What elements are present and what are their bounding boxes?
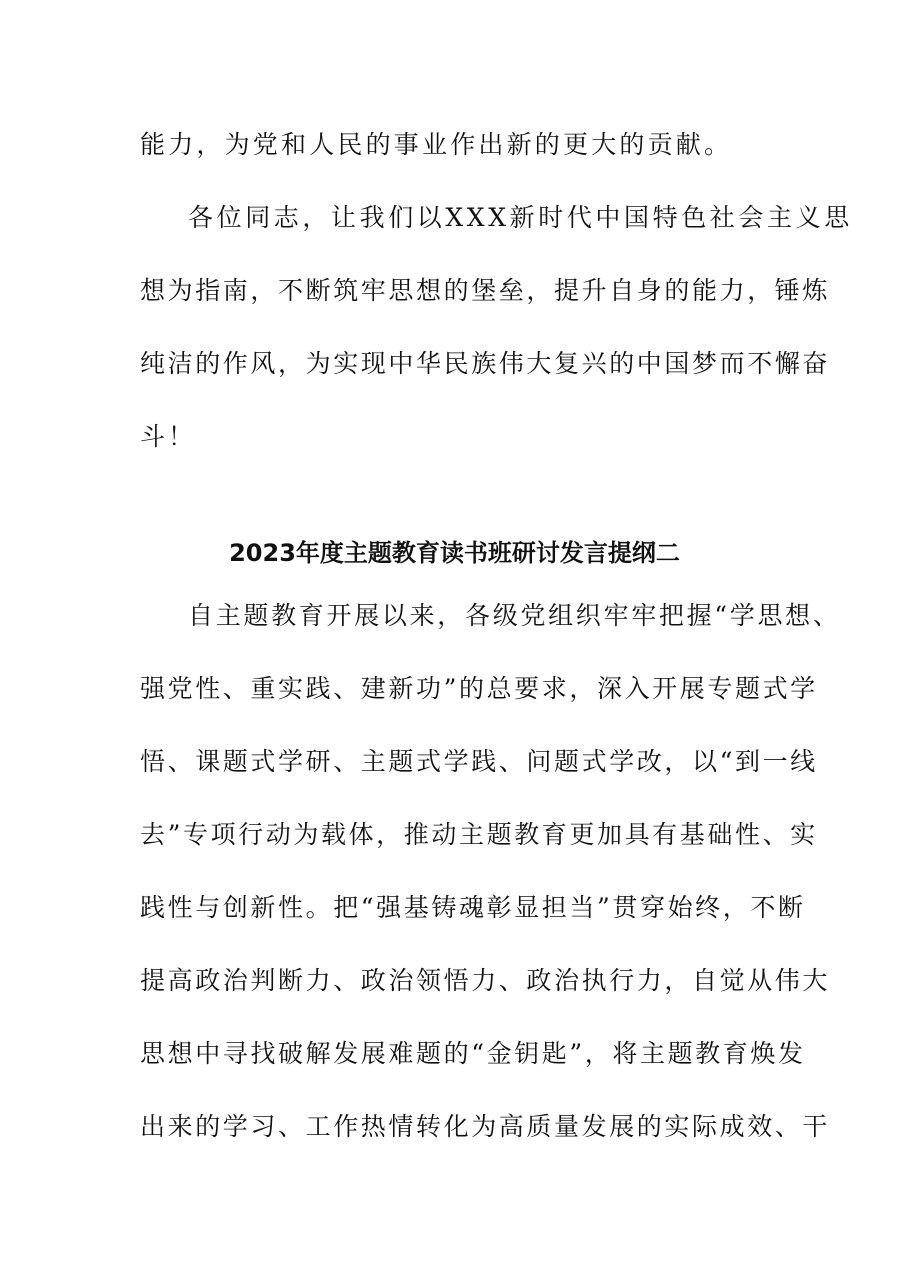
paragraph-line-4: 纯洁的作风，为实现中华民族伟大复兴的中国梦而不懈奋	[140, 349, 831, 378]
body-line-6: 提高政治判断力、政治领悟力、政治执行力，自觉从伟大	[140, 966, 831, 995]
body-line-3: 悟、课题式学研、主题式学践、问题式学改，以“到一线	[140, 747, 818, 776]
body-line-2: 强党性、重实践、建新功”的总要求，深入开展专题式学	[140, 674, 818, 703]
body-line-7: 思想中寻找破解发展难题的“金钥匙”，将主题教育焕发	[140, 1039, 806, 1068]
paragraph-line-5: 斗！	[140, 422, 197, 451]
paragraph-line-2: 各位同志，让我们以XXX新时代中国特色社会主义思	[188, 203, 853, 232]
paragraph-line-1: 能力，为党和人民的事业作出新的更大的贡献。	[140, 130, 733, 159]
paragraph-line-3: 想为指南，不断筑牢思想的堡垒，提升自身的能力，锤炼	[140, 276, 831, 305]
body-line-5: 践性与创新性。把“强基铸魂彰显担当”贯穿始终，不断	[140, 893, 806, 922]
body-line-1: 自主题教育开展以来，各级党组织牢牢把握“学思想、	[188, 601, 841, 630]
section-title: 2023年度主题教育读书班研讨发言提纲二	[229, 539, 680, 567]
body-line-4: 去”专项行动为载体，推动主题教育更加具有基础性、实	[140, 820, 818, 849]
body-line-8: 出来的学习、工作热情转化为高质量发展的实际成效、干	[140, 1112, 831, 1141]
